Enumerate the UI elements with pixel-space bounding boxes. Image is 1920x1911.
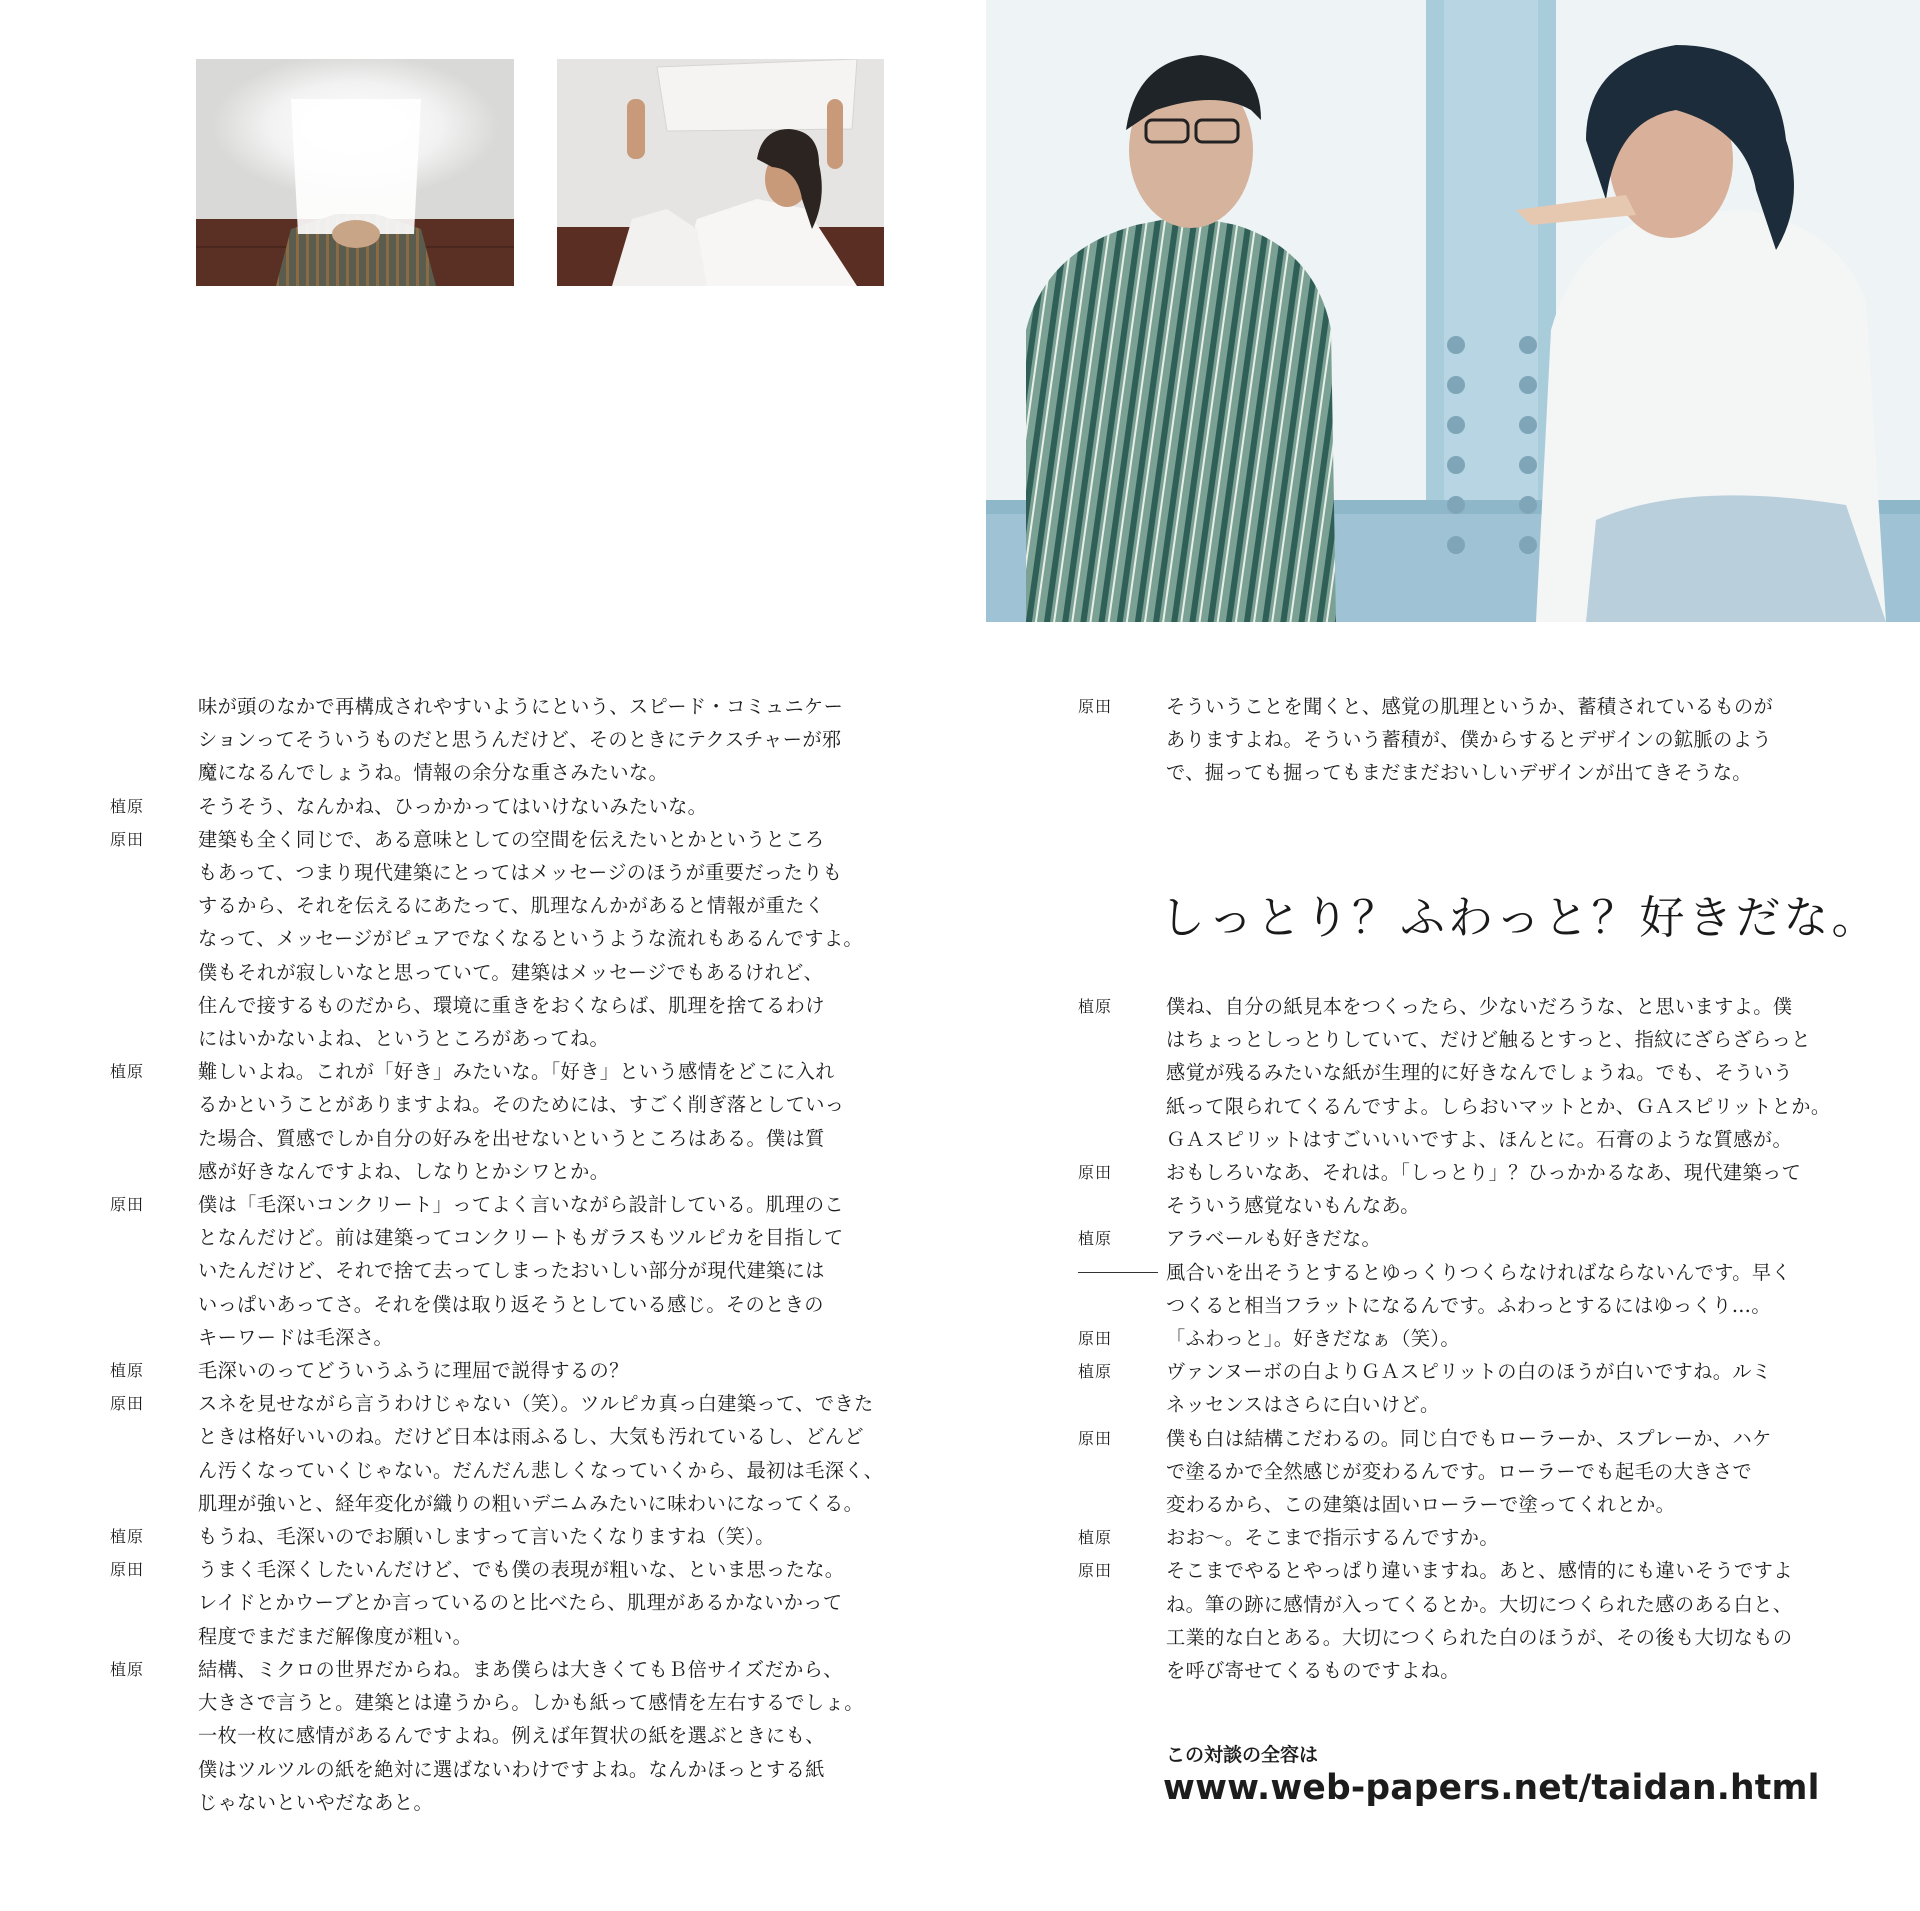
text-line: となんだけど。前は建築ってコンクリートもガラスもツルピカを目指して <box>198 1226 844 1250</box>
text-line: ね。筆の跡に感情が入ってくるとか。大切につくられた感のある白と、 <box>1166 1592 1793 1616</box>
text-line: 味が頭のなかで再構成されやすいようにという、スピード・コミュニケー <box>198 695 844 718</box>
text-line: 工業的な白とある。大切につくられた白のほうが、その後も大切なもの <box>1166 1625 1793 1649</box>
photo-two-men-talking <box>986 0 1920 622</box>
text-line: ありますよね。そういう蓄積が、僕からするとデザインの鉱脈のよう <box>1166 728 1772 752</box>
text-line: そういうことを聞くと、感覚の肌理というか、蓄積されているものが <box>1166 695 1774 718</box>
text-line: 毛深いのってどういうふうに理屈で説得するの？ <box>198 1359 629 1383</box>
utterance-text <box>198 1520 890 1553</box>
text-line: するから、それを伝えるにあたって、肌理なんかがあると情報が重たく <box>198 894 825 918</box>
text-line: そこまでやるとやっぱり違いますね。あと、感情的にも違いそうですよ <box>1166 1559 1793 1583</box>
speaker-name: 植原 <box>110 1062 145 1082</box>
text-line: スネを見せながら言うわけじゃない（笑）。ツルピカ真っ白建築って、できた <box>198 1392 874 1416</box>
text-line: 感が好きなんですよね、しなりとかシワとか。 <box>198 1159 610 1183</box>
right-text-column-top <box>1078 690 1838 790</box>
text-line: 僕もそれが寂しいなと思っていて。建築はメッセージでもあるけれど、 <box>198 960 824 984</box>
speaker-name: 原田 <box>110 1560 145 1580</box>
dialogue-entry <box>1078 990 1838 1156</box>
text-line: そうそう、なんかね、ひっかかってはいけないみたいな。 <box>198 794 708 818</box>
section-heading: しっとり？ふわっと？好きだな。 <box>1160 891 1880 944</box>
text-line: もうね、毛深いのでお願いしますって言いたくなりますね（笑）。 <box>198 1525 775 1549</box>
utterance-text <box>1166 1554 1838 1687</box>
speaker-name: 原田 <box>1078 1329 1113 1349</box>
text-line: 紙って限られてくるんですよ。しらおいマットとか、ＧＡスピリットとか。 <box>1166 1094 1831 1118</box>
utterance-text <box>1166 1222 1838 1255</box>
utterance-text <box>198 1188 890 1354</box>
text-line: 僕はツルツルの紙を絶対に選ばないわけですよね。なんかほっとする紙 <box>198 1757 825 1781</box>
text-line: た場合、質感でしか自分の好みを出せないというところはある。僕は質 <box>198 1126 825 1150</box>
dialogue-entry <box>1078 1256 1838 1322</box>
text-line: 変わるから、この建築は固いローラーで塗ってくれとか。 <box>1166 1493 1676 1517</box>
text-line: ん汚くなっていくじゃない。だんだん悲しくなっていくから、最初は毛深く、 <box>198 1458 884 1482</box>
text-line: レイドとかウーブとか言っているのと比べたら、肌理があるかないかって <box>198 1591 843 1615</box>
dialogue-entry <box>1078 1156 1838 1222</box>
text-line: アラベールも好きだな。 <box>1166 1227 1382 1251</box>
dialogue-entry <box>1078 1554 1838 1687</box>
dialogue-entry <box>1078 1222 1838 1255</box>
text-line: で塗るかで全然感じが変わるんです。ローラーでも起毛の大きさで <box>1166 1459 1753 1483</box>
utterance-text <box>198 1387 890 1520</box>
utterance-text <box>198 690 890 790</box>
text-line: ヴァンヌーボの白よりＧＡスピリットの白のほうが白いですね。ルミ <box>1166 1360 1772 1384</box>
text-line: そういう感覚ないもんなあ。 <box>1166 1194 1420 1218</box>
text-line: いたんだけど、それで捨て去ってしまったおいしい部分が現代建築には <box>198 1259 825 1283</box>
text-line: ションってそういうものだと思うんだけど、そのときにテクスチャーが邪 <box>198 728 842 752</box>
text-line: ネッセンスはさらに白いけど。 <box>1166 1393 1440 1417</box>
speaker-name: 植原 <box>1078 1229 1113 1249</box>
utterance-text <box>1166 1521 1838 1554</box>
dialogue-entry <box>110 1553 890 1653</box>
text-line: 大きさで言うと。建築とは違うから。しかも紙って感情を左右するでしょ。 <box>198 1691 864 1715</box>
text-line: 程度でまだまだ解像度が粗い。 <box>198 1624 473 1648</box>
utterance-text <box>1166 1422 1838 1522</box>
dialogue-entry <box>110 690 890 790</box>
speaker-name: 植原 <box>110 796 145 816</box>
left-text-column <box>110 690 890 1819</box>
utterance-text <box>1166 1322 1838 1355</box>
speaker-name: 原田 <box>1078 697 1113 716</box>
text-line: なって、メッセージがピュアでなくなるというような流れもあるんですよ。 <box>198 927 864 951</box>
text-line: はちょっとしっとりしていて、だけど触るとすっと、指紋にざらざらっと <box>1166 1028 1811 1052</box>
utterance-text <box>1166 1256 1838 1322</box>
text-line: つくると相当フラットになるんです。ふわっとするにはゆっくり…。 <box>1166 1293 1771 1317</box>
text-line: 「ふわっと」。好きだなぁ（笑）。 <box>1166 1327 1461 1351</box>
dialogue-entry <box>1078 1422 1838 1522</box>
speaker-name: 植原 <box>110 1527 145 1547</box>
text-line: 魔になるんでしょうね。情報の余分な重さみたいな。 <box>198 761 669 785</box>
dialogue-entry <box>110 790 890 823</box>
footer-lead-text: この対談の全容は <box>1166 1744 1319 1766</box>
text-line: にはいかないよね、というところがあってね。 <box>198 1027 610 1051</box>
text-line: いっぱいあってさ。それを僕は取り返そうとしている感じ。そのときの <box>198 1292 824 1316</box>
utterance-text <box>198 1653 890 1819</box>
speaker-name: 原田 <box>1078 1428 1113 1448</box>
utterance-text <box>1166 1355 1838 1421</box>
dialogue-entry <box>1078 690 1838 790</box>
text-line: うまく毛深くしたいんだけど、でも僕の表現が粗いな、といま思ったな。 <box>198 1558 845 1582</box>
dialogue-entry <box>110 1653 890 1819</box>
speaker-name: 原田 <box>110 1195 145 1215</box>
text-line: 難しいよね。これが「好き」みたいな。「好き」という感情をどこに入れ <box>198 1060 835 1084</box>
dialogue-entry <box>110 1520 890 1553</box>
dialogue-entry <box>1078 1521 1838 1554</box>
text-line: 僕は「毛深いコンクリート」ってよく言いながら設計している。肌理のこ <box>198 1193 845 1217</box>
utterance-text <box>198 1553 890 1653</box>
dialogue-entry <box>1078 1355 1838 1421</box>
speaker-name: 原田 <box>1078 1163 1113 1183</box>
text-line: を呼び寄せてくるものですよね。 <box>1166 1659 1460 1683</box>
text-line: 結構、ミクロの世界だからね。まあ僕らは大きくてもＢ倍サイズだから、 <box>198 1657 843 1681</box>
text-line: 風合いを出そうとするとゆっくりつくらなければならないんです。早く <box>1166 1260 1792 1284</box>
dialogue-entry <box>1078 1322 1838 1355</box>
right-text-column-bottom <box>1078 990 1838 1687</box>
text-line: ＧＡスピリットはすごいいいですよ、ほんとに。石膏のような質感が。 <box>1166 1127 1793 1151</box>
dialogue-entry <box>110 1387 890 1520</box>
text-line: おもしろいなあ、それは。「しっとり」？ひっかかるなあ、現代建築って <box>1166 1161 1802 1185</box>
speaker-name: 植原 <box>110 1659 145 1679</box>
text-line: ときは格好いいのね。だけど日本は雨ふるし、大気も汚れているし、どんど <box>198 1425 864 1449</box>
text-line: 感覚が残るみたいな紙が生理的に好きなんでしょうね。でも、そういう <box>1166 1061 1793 1085</box>
speaker-name: 原田 <box>110 829 145 849</box>
dialogue-entry <box>110 823 890 1055</box>
text-line: 僕も白は結構こだわるの。同じ白でもローラーか、スプレーか、ハケ <box>1166 1426 1772 1450</box>
speaker-name: 植原 <box>1078 997 1113 1016</box>
dialogue-entry <box>110 1188 890 1354</box>
text-line: 住んで接するものだから、環境に重きをおくならば、肌理を捨てるわけ <box>198 993 825 1017</box>
utterance-text <box>198 1055 890 1188</box>
utterance-text <box>1166 1156 1838 1222</box>
text-line: キーワードは毛深さ。 <box>198 1325 394 1349</box>
utterance-text <box>198 823 890 1055</box>
footer-url-link[interactable]: www.web-papers.net/taidan.html <box>1163 1768 1820 1808</box>
photo-man-holding-paper-over-face <box>196 59 514 286</box>
text-line: 僕ね、自分の紙見本をつくったら、少ないだろうな、と思いますよ。僕 <box>1166 995 1793 1018</box>
speaker-name: 植原 <box>1078 1362 1113 1382</box>
photo-man-looking-at-paper <box>557 59 884 286</box>
utterance-text <box>198 1354 890 1387</box>
speaker-name: 原田 <box>1078 1561 1113 1581</box>
text-line: 肌理が強いと、経年変化が織りの粗いデニムみたいに味わいになってくる。 <box>198 1491 864 1515</box>
utterance-text <box>198 790 890 823</box>
dialogue-entry <box>110 1055 890 1188</box>
text-line: もあって、つまり現代建築にとってはメッセージのほうが重要だったりも <box>198 861 843 885</box>
text-line: で、掘っても掘ってもまだまだおいしいデザインが出てきそうな。 <box>1166 761 1752 785</box>
text-line: じゃないといやだなあと。 <box>198 1790 434 1814</box>
text-line: るかということがありますよね。そのためには、すごく削ぎ落としていっ <box>198 1093 845 1117</box>
text-line: 建築も全く同じで、ある意味としての空間を伝えたいとかというところ <box>198 827 825 851</box>
dialogue-entry <box>110 1354 890 1387</box>
utterance-text <box>1166 690 1838 790</box>
speaker-name: 原田 <box>110 1394 145 1414</box>
speaker-name: 植原 <box>110 1361 145 1381</box>
speaker-name: 植原 <box>1078 1528 1113 1548</box>
text-line: おお〜。そこまで指示するんですか。 <box>1166 1526 1499 1550</box>
text-line: 一枚一枚に感情があるんですよね。例えば年賀状の紙を選ぶときにも、 <box>198 1724 825 1748</box>
utterance-text <box>1166 990 1838 1156</box>
